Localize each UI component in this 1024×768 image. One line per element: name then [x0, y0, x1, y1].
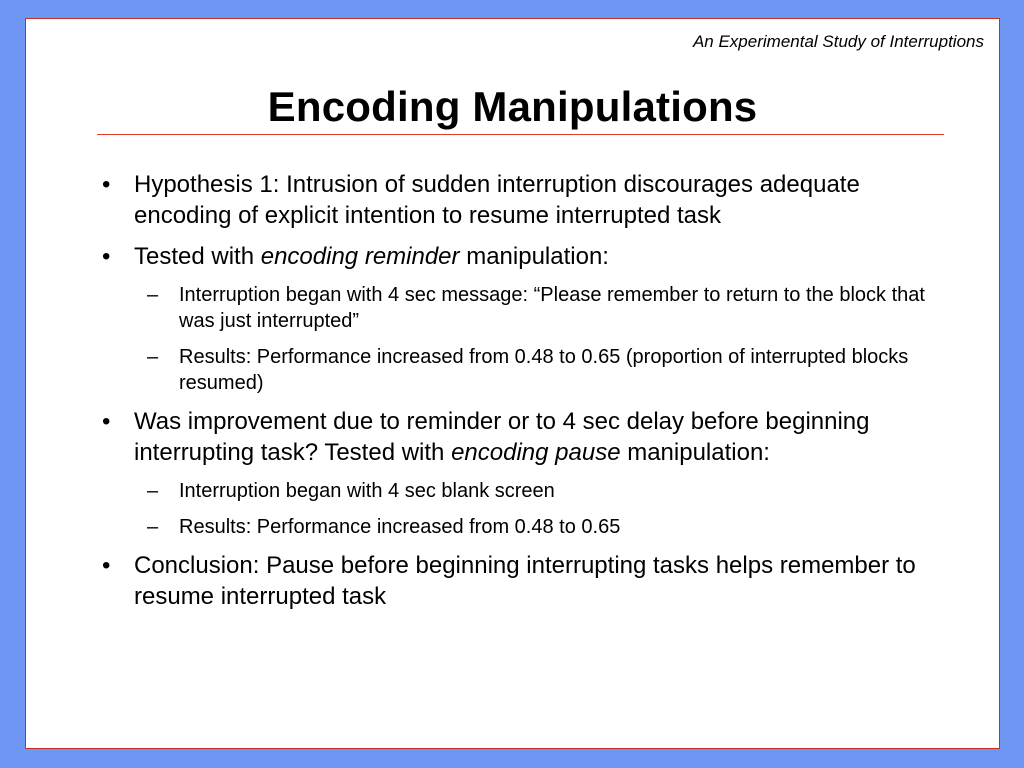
sub-bullet-text: Interruption began with 4 sec blank screen — [179, 480, 555, 502]
sub-bullet — [98, 282, 938, 334]
sub-bullet — [98, 478, 938, 504]
sub-bullet-text: Results: Performance increased from 0.48 to 0.65 — [179, 516, 621, 538]
sub-bullet-list — [98, 478, 938, 540]
bullet-marker: • — [102, 243, 111, 270]
title-underline — [97, 134, 944, 135]
bullet-text-before: Tested with — [134, 243, 261, 270]
sub-bullet-marker: – — [147, 516, 159, 538]
bullet-hypothesis — [98, 169, 938, 231]
sub-bullet — [98, 344, 938, 396]
bullet-marker: • — [102, 408, 111, 435]
bullet-text: Hypothesis 1: Intrusion of sudden interruption discourages adequate encoding of explicit intention to resume interrupted task — [134, 171, 860, 229]
bullet-text-italic: encoding reminder — [260, 243, 460, 270]
sub-bullet-text: Interruption began with 4 sec message: “Please remember to return to the block that was just interrupted” — [179, 284, 925, 332]
bullet-text: Conclusion: Pause before beginning interrupting tasks helps remember to resume interrupted task — [134, 552, 916, 610]
bullet-conclusion — [98, 550, 938, 612]
slide-title: Encoding Manipulations — [267, 83, 758, 130]
bullet-text-after: manipulation: — [620, 439, 770, 466]
bullet-marker: • — [102, 552, 111, 579]
sub-bullet-marker: – — [147, 480, 159, 502]
sub-bullet-text: Results: Performance increased from 0.48 to 0.65 (proportion of interrupted blocks resumed) — [179, 346, 909, 394]
sub-bullet-list — [98, 282, 938, 396]
slide — [25, 18, 1000, 749]
bullet-text-italic: encoding pause — [451, 439, 621, 466]
sub-bullet — [98, 514, 938, 540]
bullet-text-after: manipulation: — [459, 243, 609, 270]
bullet-list — [98, 169, 938, 622]
bullet-encoding-reminder — [98, 241, 938, 272]
bullet-marker: • — [102, 171, 111, 198]
bullet-encoding-pause — [98, 406, 938, 468]
sub-bullet-marker: – — [147, 346, 159, 368]
bullet-text-before: Was improvement due to reminder or to 4 sec delay before beginning interrupting task? Tested with — [134, 408, 870, 466]
running-title: An Experimental Study of Interruptions — [692, 32, 984, 51]
sub-bullet-marker: – — [147, 284, 159, 306]
